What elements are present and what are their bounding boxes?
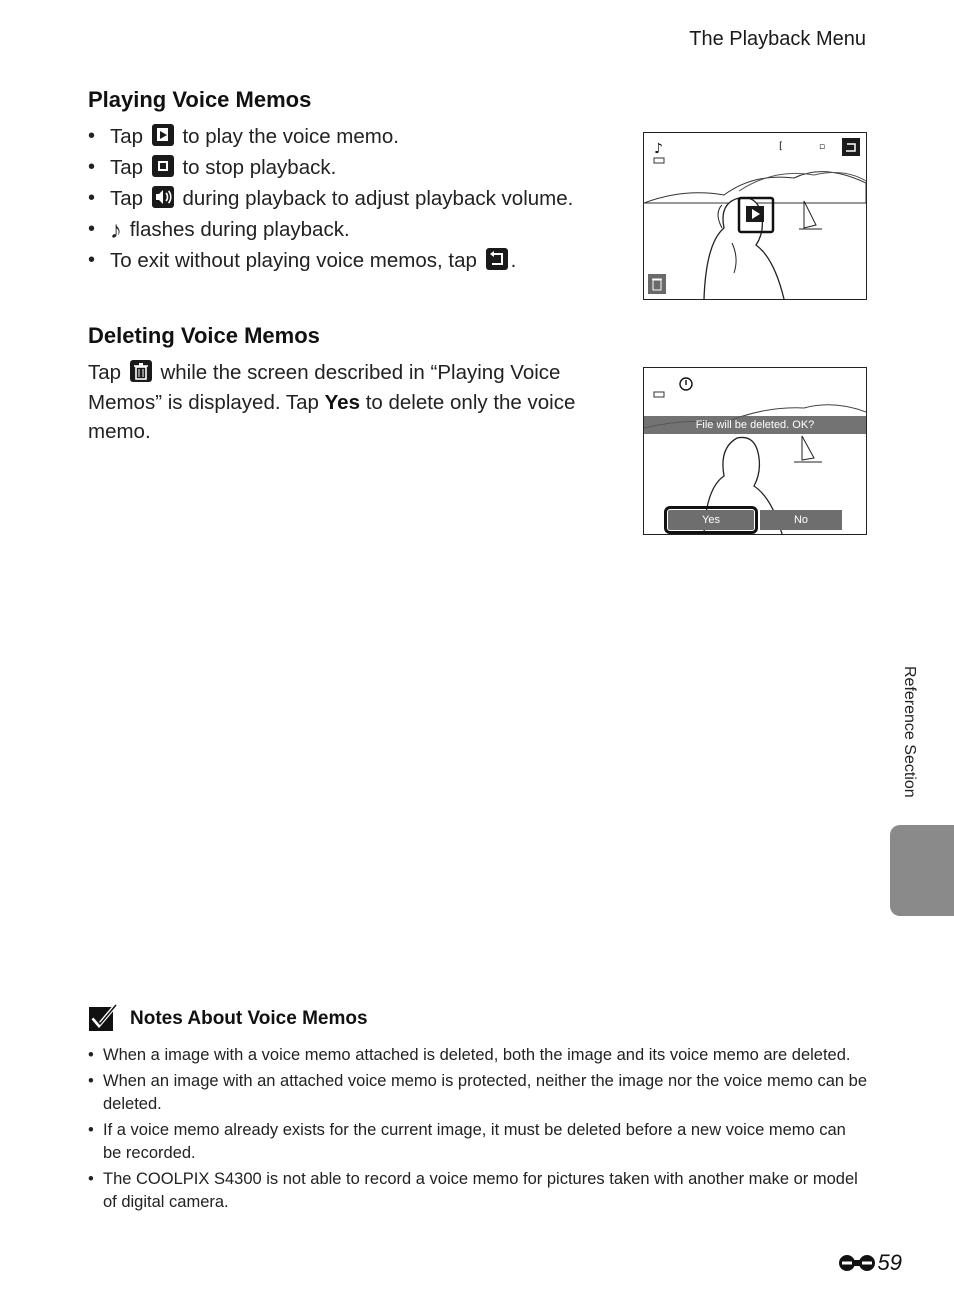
deleting-section-title: Deleting Voice Memos <box>88 323 320 348</box>
play-button-icon <box>152 124 174 146</box>
bullet-volume: • Tap during playback to adjust playback volume. <box>88 183 618 214</box>
camera-screen-delete <box>643 367 867 535</box>
list-item: • When an image with an attached voice memo is protected, neither the image nor the voice memo can be deleted. <box>88 1070 868 1116</box>
side-section-label: Reference Section <box>901 666 918 798</box>
list-item: • The COOLPIX S4300 is not able to record a voice memo for pictures taken with another make or model of digital camera. <box>88 1168 868 1214</box>
playback-scene-illustration <box>644 133 866 299</box>
svg-text:▫: ▫ <box>819 142 826 152</box>
volume-icon <box>152 186 174 208</box>
list-item: • If a voice memo already exists for the current image, it must be deleted before a new voice memo can be recorded. <box>88 1119 868 1165</box>
check-mark-icon <box>88 1004 118 1034</box>
side-tab-marker <box>890 825 954 916</box>
music-note-icon: ♪ <box>110 217 122 244</box>
back-icon <box>486 248 508 270</box>
svg-text:♪: ♪ <box>654 141 663 157</box>
notes-header <box>88 1004 368 1034</box>
delete-confirm-message: File will be deleted. OK? <box>644 416 866 434</box>
page-number: 59 <box>838 1250 902 1276</box>
bullet-note: • ♪ flashes during playback. <box>88 214 618 245</box>
notes-title: Notes About Voice Memos <box>130 1008 368 1029</box>
yes-button[interactable]: Yes <box>668 510 754 530</box>
trash-icon <box>130 360 152 382</box>
stop-button-icon <box>152 155 174 177</box>
bullet-stop: • Tap to stop playback. <box>88 152 618 183</box>
notes-list <box>88 1044 868 1217</box>
bullet-exit: • To exit without playing voice memos, tap . <box>88 245 618 276</box>
svg-text:[: [ <box>779 141 783 152</box>
bullet-play: • Tap to play the voice memo. <box>88 121 618 152</box>
camera-screen-playback <box>643 132 867 300</box>
playing-section-title: Playing Voice Memos <box>88 87 312 112</box>
list-item: • When a image with a voice memo attached is deleted, both the image and its voice memo are deleted. <box>88 1044 868 1067</box>
playing-bullets <box>88 121 618 276</box>
reference-e-icon <box>838 1252 876 1274</box>
deleting-paragraph: Tap while the screen described in “Playing Voice Memos” is displayed. Tap Yes to delete only the voice memo. <box>88 361 576 443</box>
no-button[interactable]: No <box>760 510 842 530</box>
running-header: The Playback Menu <box>689 28 866 50</box>
